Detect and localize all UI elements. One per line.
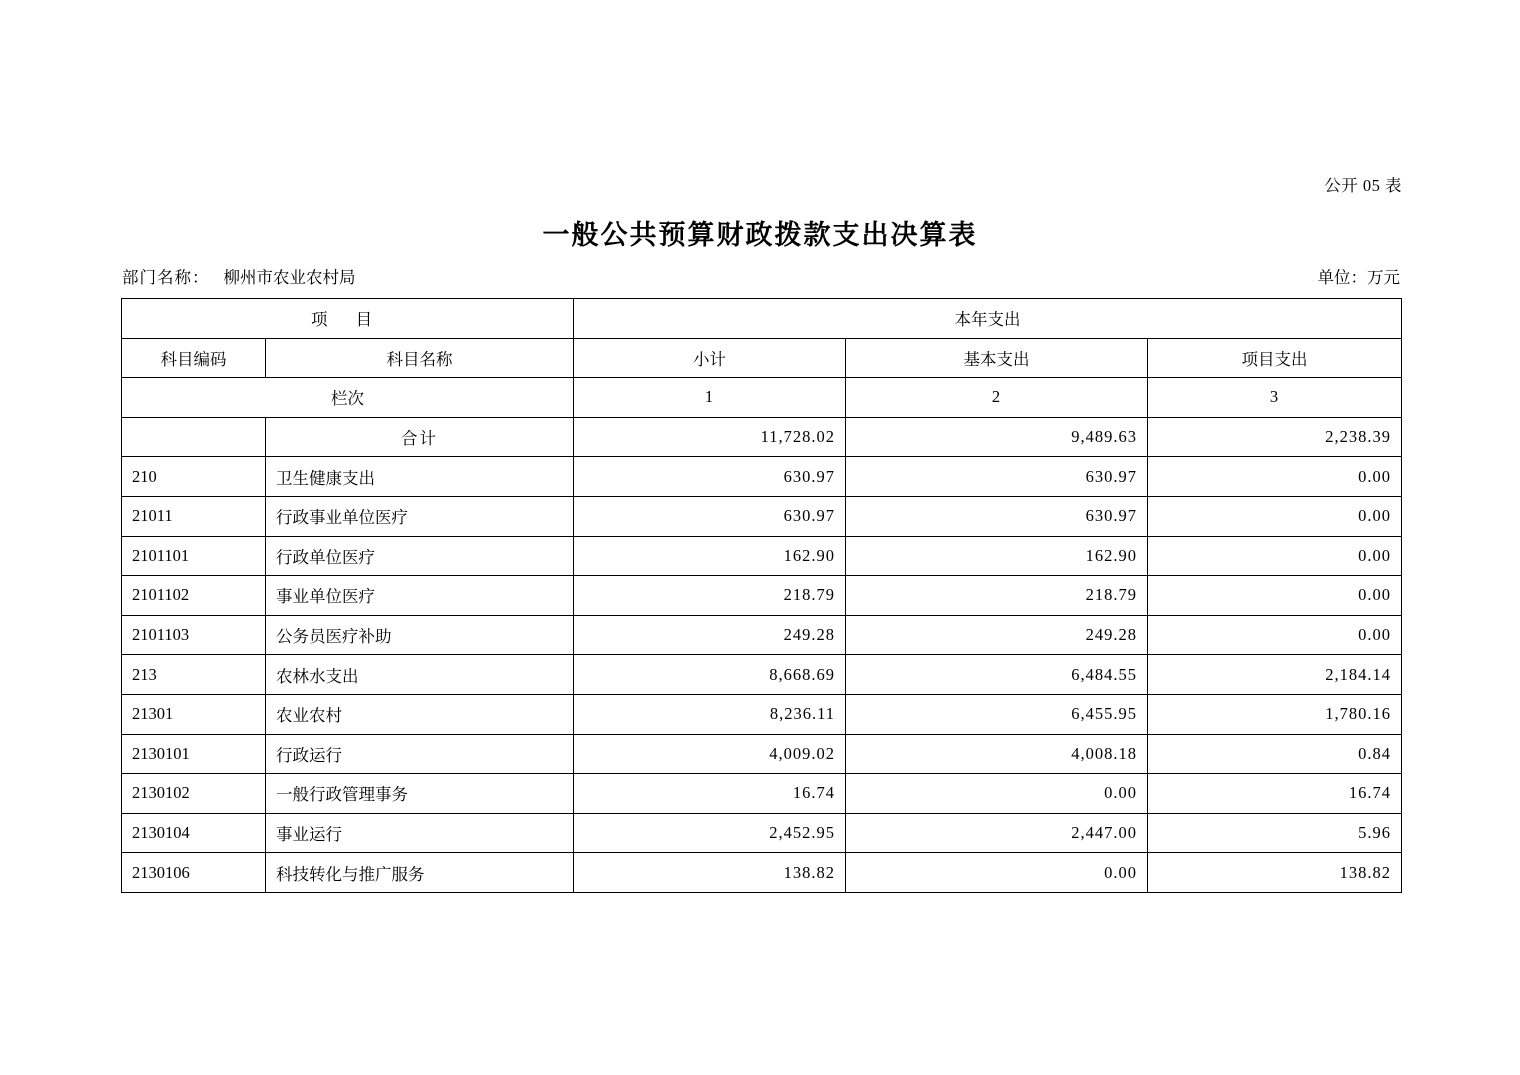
- row-name: 事业运行: [266, 813, 574, 853]
- row-subtotal: 2,452.95: [574, 813, 846, 853]
- table-row: [122, 615, 1402, 655]
- row-name: 事业单位医疗: [266, 576, 574, 616]
- column-index-3: 3: [1148, 378, 1402, 418]
- department-field: [122, 264, 356, 288]
- table-row: [122, 655, 1402, 695]
- row-code: 2130106: [122, 853, 266, 893]
- row-project: 0.00: [1148, 576, 1402, 616]
- page-title: 一般公共预算财政拨款支出决算表: [542, 220, 978, 250]
- row-basic: 2,447.00: [846, 813, 1148, 853]
- table-total-row: [122, 417, 1402, 457]
- row-code: 213: [122, 655, 266, 695]
- row-name: 一般行政管理事务: [266, 774, 574, 814]
- table-row: [122, 734, 1402, 774]
- row-basic: 6,455.95: [846, 694, 1148, 734]
- table-row: [122, 576, 1402, 616]
- column-index-label: 栏次: [122, 378, 574, 418]
- row-subtotal: 218.79: [574, 576, 846, 616]
- row-subtotal: 8,236.11: [574, 694, 846, 734]
- row-subtotal: 138.82: [574, 853, 846, 893]
- row-subtotal: 249.28: [574, 615, 846, 655]
- row-code: 210: [122, 457, 266, 497]
- column-header-project: 项目支出: [1148, 338, 1402, 378]
- row-subtotal: 8,668.69: [574, 655, 846, 695]
- row-basic: 630.97: [846, 496, 1148, 536]
- row-name: 农林水支出: [266, 655, 574, 695]
- department-label: 部门名称：: [122, 268, 210, 287]
- budget-expenditure-table: [121, 298, 1402, 893]
- row-basic: 162.90: [846, 536, 1148, 576]
- table-row: [122, 853, 1402, 893]
- total-label: 合计: [266, 417, 574, 457]
- table-row: [122, 694, 1402, 734]
- table-column-index-row: [122, 378, 1402, 418]
- row-subtotal: 630.97: [574, 496, 846, 536]
- row-name: 行政单位医疗: [266, 536, 574, 576]
- row-code: 21011: [122, 496, 266, 536]
- table-row: [122, 536, 1402, 576]
- row-project: 5.96: [1148, 813, 1402, 853]
- table-row: [122, 496, 1402, 536]
- row-project: 16.74: [1148, 774, 1402, 814]
- column-index-2: 2: [846, 378, 1148, 418]
- row-basic: 218.79: [846, 576, 1148, 616]
- total-code-cell: [122, 417, 266, 457]
- row-name: 公务员医疗补助: [266, 615, 574, 655]
- department-value: 柳州市农业农村局: [223, 268, 356, 287]
- column-header-basic: 基本支出: [846, 338, 1148, 378]
- column-header-name: 科目名称: [266, 338, 574, 378]
- column-header-code: 科目编码: [122, 338, 266, 378]
- row-project: 0.00: [1148, 496, 1402, 536]
- row-code: 2130104: [122, 813, 266, 853]
- document-meta: [122, 264, 1400, 288]
- row-name: 行政运行: [266, 734, 574, 774]
- row-basic: 6,484.55: [846, 655, 1148, 695]
- row-subtotal: 630.97: [574, 457, 846, 497]
- row-name: 农业农村: [266, 694, 574, 734]
- row-name: 科技转化与推广服务: [266, 853, 574, 893]
- row-project: 0.00: [1148, 457, 1402, 497]
- row-project: 2,184.14: [1148, 655, 1402, 695]
- table-group-header-row: [122, 299, 1402, 339]
- column-index-1: 1: [574, 378, 846, 418]
- row-code: 2101102: [122, 576, 266, 616]
- row-subtotal: 16.74: [574, 774, 846, 814]
- row-project: 1,780.16: [1148, 694, 1402, 734]
- row-code: 2101103: [122, 615, 266, 655]
- row-project: 0.84: [1148, 734, 1402, 774]
- row-code: 2101101: [122, 536, 266, 576]
- form-code-label: 公开 05 表: [1324, 176, 1402, 195]
- row-subtotal: 162.90: [574, 536, 846, 576]
- row-name: 行政事业单位医疗: [266, 496, 574, 536]
- row-code: 2130102: [122, 774, 266, 814]
- total-basic: 9,489.63: [846, 417, 1148, 457]
- row-name: 卫生健康支出: [266, 457, 574, 497]
- total-subtotal: 11,728.02: [574, 417, 846, 457]
- row-project: 138.82: [1148, 853, 1402, 893]
- table-column-header-row: [122, 338, 1402, 378]
- row-basic: 0.00: [846, 853, 1148, 893]
- row-project: 0.00: [1148, 615, 1402, 655]
- row-project: 0.00: [1148, 536, 1402, 576]
- table-row: [122, 774, 1402, 814]
- table-row: [122, 813, 1402, 853]
- row-code: 2130101: [122, 734, 266, 774]
- group-header-current-year: 本年支出: [574, 299, 1402, 339]
- row-code: 21301: [122, 694, 266, 734]
- row-subtotal: 4,009.02: [574, 734, 846, 774]
- column-header-subtotal: 小计: [574, 338, 846, 378]
- unit-note: 单位：万元: [1317, 268, 1400, 287]
- row-basic: 4,008.18: [846, 734, 1148, 774]
- row-basic: 630.97: [846, 457, 1148, 497]
- table-row: [122, 457, 1402, 497]
- row-basic: 0.00: [846, 774, 1148, 814]
- total-project: 2,238.39: [1148, 417, 1402, 457]
- group-header-item: 项 目: [122, 299, 574, 339]
- row-basic: 249.28: [846, 615, 1148, 655]
